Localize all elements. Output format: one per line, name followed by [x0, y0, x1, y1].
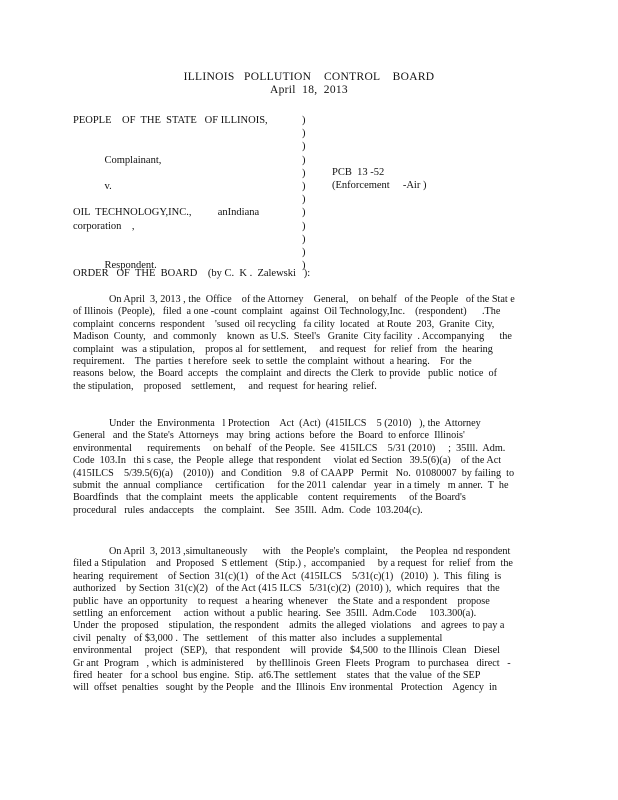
paren: ) [302, 260, 306, 272]
paragraph-line: reasons below, the Board accepts the complaint and directs the Clerk to provide public notice of [73, 368, 497, 380]
caption-line [73, 193, 303, 206]
paragraph-line: On April 3, 2013 , the Office of the Attorney General, on behalf of the People of the Stat e [109, 294, 515, 305]
paragraph-2 [73, 418, 533, 517]
paragraph-line: will offset penalties sought by the People and the Illinois Env ironmental Protection Agency in [73, 682, 497, 694]
board-name: ILLINOIS POLLUTION CONTROL BOARD [183, 71, 435, 83]
paren: ) [302, 167, 306, 179]
paren: ) [302, 154, 306, 166]
caption-parens [302, 114, 312, 272]
caption-parties [73, 114, 303, 272]
order-date: April 18, 2013 [270, 84, 348, 96]
paren: ) [302, 246, 306, 258]
caption-line [73, 246, 303, 259]
paragraph-3 [73, 546, 533, 695]
case-number-block [332, 166, 532, 192]
paren: ) [302, 220, 306, 232]
paren: ) [302, 115, 306, 126]
paragraph-line: On April 3, 2013 ,simultaneously with the People's complaint, the Peoplea nd respondent [109, 546, 511, 557]
paragraph-line: fired heater for a school bus engine. Stip. at6.The settlement states that the value of the SEP [73, 670, 481, 682]
paragraph-line: hearing requirement of Section 31(c)(1) of the Act (415ILCS 5/31(c)(1) (2010) ). This filing is [73, 570, 502, 582]
paragraph-line: complaint concerns respondent 'sused oil recycling fa cility located at Route 203, Granite City, [73, 318, 495, 330]
paragraph-line: Code 103.In thi s case, the People allege that respondent violat ed Section 39.5(6)(a) of the Act [73, 455, 502, 467]
paragraph-line: settling an enforcement action without a public hearing. See 35Ill. Adm.Code 103.300(a). [73, 608, 477, 620]
paragraph-line: authorized by Section 31(c)(2) of the Act (415 ILCS 5/31(c)(2) (2010) ), which requires that the [73, 583, 500, 595]
document-header [0, 71, 618, 97]
paragraph-line: civil penalty of $3,000 . The settlement of this matter also includes a supplemental [73, 632, 443, 644]
paragraph-line: environmental requirements on behalf of the People. See 415ILCS 5/31 (2010) ; 35Ill. Adm. [73, 442, 506, 454]
caption-line: Respondent. [73, 260, 157, 272]
paren: ) [302, 233, 306, 245]
caption-line [73, 140, 303, 153]
paragraph-line: Under the Environmenta l Protection Act (Act) (415ILCS 5 (2010) ), the Attorney [109, 418, 481, 429]
paren: ) [302, 141, 306, 153]
paragraph-line: Boardfinds that the complaint meets the applicable content requirements of the Board's [73, 492, 466, 504]
caption-line: corporation , [73, 220, 135, 232]
caption-line: OIL TECHNOLOGY,INC., anIndiana [73, 207, 260, 219]
paren: ) [302, 207, 306, 219]
paragraph-line: filed a Stipulation and Proposed S ettlement (Stip.) , accompanied by a request for relief from the [73, 558, 513, 570]
paragraph-line: General and the State's Attorneys may bring actions before the Board to enforce Illinois' [73, 430, 465, 442]
case-type: (Enforcement -Air ) [332, 180, 427, 192]
paragraph-line: requirement. The parties t herefore seek to settle the complaint without a hearing. For the [73, 356, 472, 368]
paragraph-line: procedural rules andaccepts the complaint. See 35Ill. Adm. Code 103.204(c). [73, 504, 423, 516]
case-caption [73, 114, 573, 272]
paragraph-line: Gr ant Program , which is administered by theIllinois Green Fleets Program to purchasea direct - [73, 657, 511, 669]
caption-line [73, 167, 303, 180]
caption-line: v. [73, 180, 112, 192]
paragraph-line: Madison County, and commonly known as U.S. Steel's Granite City facility . Accompanying the [73, 331, 512, 343]
paragraph-line: the stipulation, proposed settlement, and request for hearing relief. [73, 380, 377, 392]
paragraph-line: complaint was a stipulation, propos al for settlement, and request for relief from the hearing [73, 343, 493, 355]
paragraph-line: of Illinois (People), filed a one -count complaint against Oil Technology,Inc. (respondent) .The [73, 306, 501, 318]
caption-line [73, 233, 303, 246]
caption-line: Complainant, [73, 154, 162, 166]
paragraph-line: public have an opportunity to request a hearing whenever the State and a respondent propose [73, 595, 490, 607]
paragraph-line: Under the proposed stipulation, the respondent admits the alleged violations and agrees to pay a [73, 620, 505, 632]
paragraph-1 [73, 294, 533, 393]
paragraph-line: environmental project (SEP), that respondent will provide $4,500 to the Illinois Clean Diesel [73, 645, 500, 657]
order-heading: ORDER OF THE BOARD (by C. K . Zalewski ): [73, 268, 311, 279]
caption-line: PEOPLE OF THE STATE OF ILLINOIS, [73, 115, 268, 126]
paragraph-line: (415ILCS 5/39.5(6)(a) (2010)) and Condition 9.8 of CAAPP Permit No. 01080007 by failing to [73, 467, 515, 479]
case-number: PCB 13 -52 [332, 167, 385, 178]
paren: ) [302, 180, 306, 192]
paren: ) [302, 194, 306, 206]
caption-line [73, 127, 303, 140]
paren: ) [302, 128, 306, 140]
paragraph-line: submit the annual compliance certification for the 2011 calendar year in a timely m anner. T he [73, 480, 509, 492]
